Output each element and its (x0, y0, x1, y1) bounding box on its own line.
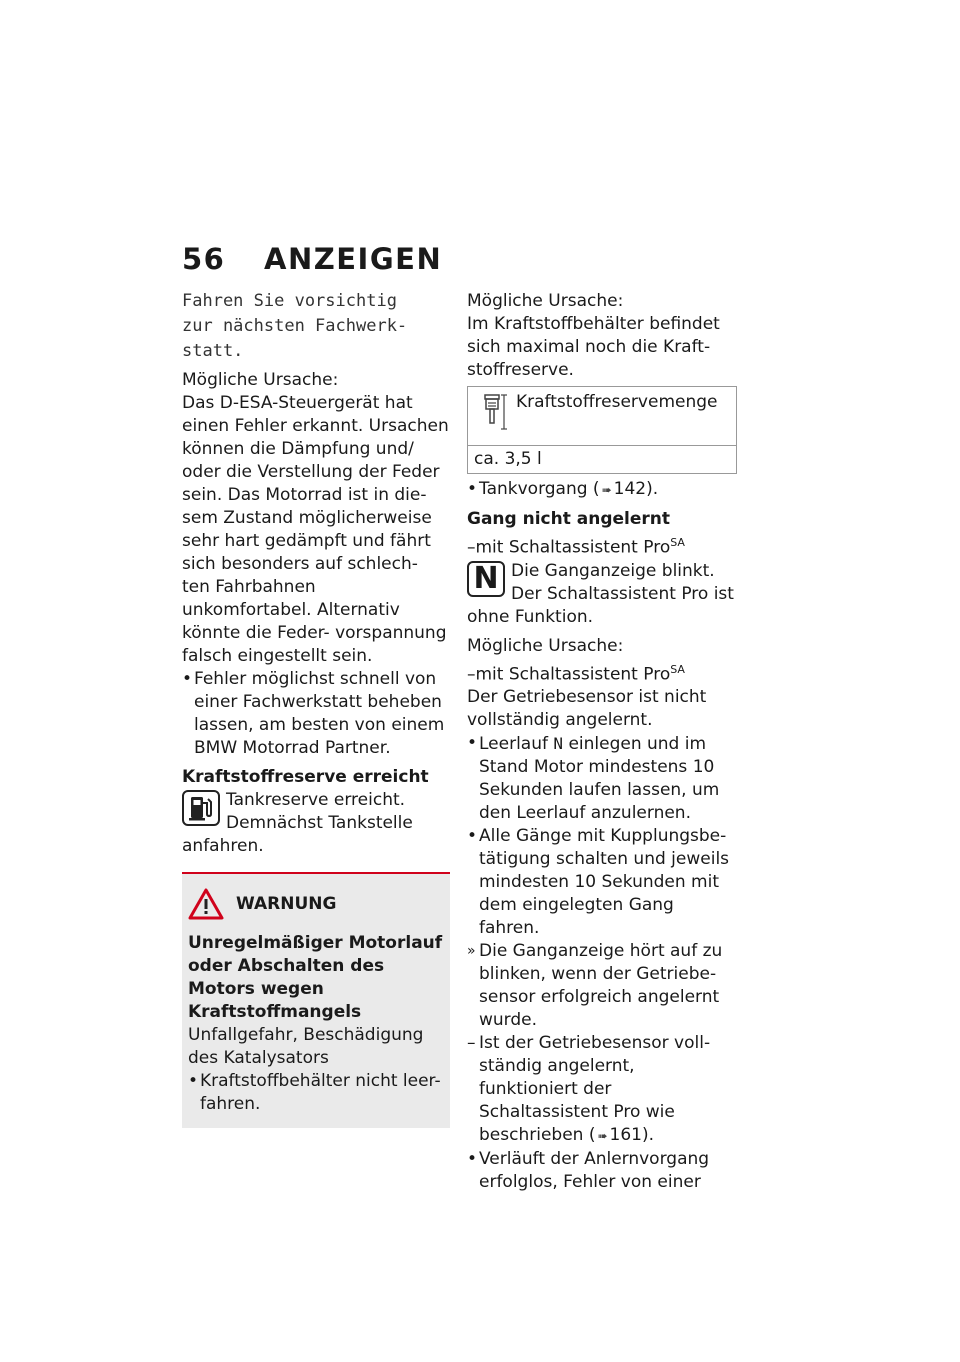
display-text-line: zur nächsten Fachwerk- (182, 316, 408, 336)
tank-list (467, 478, 737, 502)
result-item: » Die Ganganzeige hört auf zu blinken, wenn der Getriebe- sensor erfolgreich angelernt wurde. (467, 941, 723, 1031)
page-header (182, 242, 582, 276)
gear-line: Der Schaltassistent Pro ist (511, 583, 734, 604)
list-item: • Alle Gänge mit Kupplungsbe- tätigung schalten und jeweils mindesten 10 Sekunden mit dem eingelegten Gang fahren. (467, 825, 737, 940)
page-reference-arrow-icon: ➠ (601, 483, 612, 497)
fuel-line: anfahren. (182, 836, 264, 856)
list-item: • Leerlauf N einlegen und im Stand Motor mindestens 10 Sekunden laufen lassen, um den Leerlauf anzulernen. (467, 732, 737, 825)
display-text-line: statt. (182, 341, 244, 361)
cause-text: Im Kraftstoffbehälter befindet sich maximal noch die Kraft- stoffreserve. (467, 314, 720, 380)
action-list (467, 1148, 737, 1194)
list-item: • Tankvorgang ( ➠ 142). (467, 478, 737, 502)
warning-text: Unfallgefahr, Beschädigung des Katalysators (188, 1025, 424, 1068)
list-item: • Kraftstoffbehälter nicht leer- fahren. (188, 1070, 444, 1116)
fuel-reserve-block (182, 789, 450, 858)
warning-label: WARNUNG (236, 894, 337, 914)
cause-label: Mögliche Ursache: (467, 291, 624, 311)
fuel-line: Tankreserve erreicht. (226, 790, 406, 810)
page-reference-arrow-icon: ➠ (597, 1129, 608, 1144)
option-line: –mit Schaltassistent Pro$^{SA}$ (467, 662, 685, 685)
fuel-pump-icon (182, 790, 220, 826)
warning-box (182, 872, 450, 1128)
display-text-line: Fahren Sie vorsichtig (182, 291, 397, 311)
spec-label: Kraftstoffreservemenge (516, 392, 718, 412)
spec-value: ca. 3,5 l (474, 449, 542, 469)
cause-text: Der Getriebesensor ist nicht vollständig angelernt. (467, 687, 707, 731)
right-column (467, 290, 737, 1194)
left-column (182, 290, 450, 1128)
fuel-line: Demnächst Tankstelle (226, 813, 413, 833)
section-title: ANZEIGEN (264, 242, 443, 276)
fuel-reserve-heading: Kraftstoffreserve erreicht (182, 767, 429, 787)
fuel-level-icon (472, 391, 508, 433)
gear-heading: Gang nicht angelernt (467, 509, 671, 529)
list-item: • Fehler möglichst schnell von einer Fachwerkstatt beheben lassen, am besten von einem BMW Motorrad Partner. (182, 668, 450, 760)
warning-list (188, 1070, 444, 1116)
action-list (182, 668, 450, 760)
spec-table (467, 386, 737, 474)
warning-triangle-icon (188, 888, 224, 920)
list-item: • Verläuft der Anlernvorgang erfolglos, Fehler von einer (467, 1148, 737, 1194)
action-list (467, 732, 737, 940)
gear-line: Die Ganganzeige blinkt. (511, 560, 715, 581)
neutral-indicator-icon: N (467, 561, 505, 597)
gear-line: ohne Funktion. (467, 606, 594, 627)
cause-label: Mögliche Ursache: (467, 635, 624, 656)
cause-label: Mögliche Ursache: (182, 370, 339, 390)
warning-title: Unregelmäßiger Motorlauf oder Abschalten des Motors wegen Kraftstoffmangels (188, 933, 443, 1022)
note-item: – Ist der Getriebesensor voll- ständig angelernt, funktioniert der Schaltassistent Pro wie beschrieben ( ➠ 161). (467, 1033, 711, 1146)
gear-block (467, 560, 737, 629)
cause-text: Das D-ESA-Steuergerät hat einen Fehler erkannt. Ursachen können die Dämpfung und/ oder die Verstellung der Feder sein. Das Motorrad ist in die- sem Zustand möglicherweise sehr hart gedämpft und fährt sich besonders auf schlech- ten Fahrbahnen unkomfortabel. Alternativ könnte die Feder- vorspannung falsch eingestellt sein. (182, 393, 449, 666)
page-number: 56 (182, 242, 226, 276)
option-line: –mit Schaltassistent Pro$^{SA}$ (467, 536, 685, 558)
